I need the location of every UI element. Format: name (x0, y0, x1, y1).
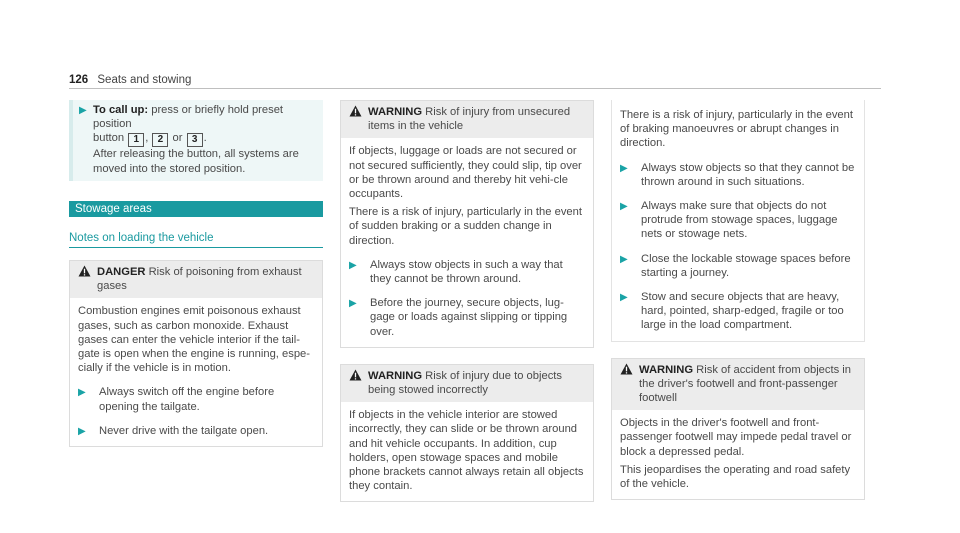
danger-header (70, 261, 322, 298)
danger-body (70, 298, 322, 446)
triangle-right-icon: ▶ (78, 387, 86, 399)
preset-key-3: 3 (187, 133, 203, 147)
warning-header-2 (341, 365, 593, 402)
warning-paragraph: If objects, luggage or loads are not secured or not secured sufficiently, they could slip, tip over or be thrown around and thereby hit vehi-cle occupants. (349, 145, 582, 201)
warning-triangle-icon (620, 363, 633, 375)
warning-title: Risk of injury from unsecured items in the vehicle (368, 106, 571, 133)
warning-title: Risk of injury due to objects being stowed incorrectly (368, 369, 562, 397)
intro-text: There is a risk of injury, particularly in the event of braking manoeuvres or abrupt changes in direction. (620, 109, 853, 150)
danger-box (69, 260, 323, 447)
triangle-right-icon: ▶ (349, 259, 357, 271)
page-number: 126 (69, 74, 89, 86)
triangle-right-icon: ▶ (78, 425, 86, 437)
list-item: ▶ Never drive with the tailgate open. (78, 424, 314, 438)
warning-box-2 (340, 364, 594, 503)
warning-triangle-icon (78, 265, 91, 277)
triangle-right-icon: ▶ (620, 292, 628, 304)
warning-paragraph: There is a risk of injury, particularly in the event of sudden braking or a sudden change in direction. (349, 206, 582, 247)
warning-label: WARNING (368, 106, 423, 118)
triangle-right-icon: ▶ (620, 162, 628, 174)
warning-paragraph: This jeopardises the operating and road safety of the vehicle. (620, 463, 851, 491)
column-3 (611, 100, 865, 500)
subheading: Notes on loading the vehicle (69, 231, 323, 248)
list-item: ▶ Always stow objects so that they cannot be thrown around in such situations. (620, 161, 855, 188)
warning-triangle-icon (349, 105, 362, 117)
page-title: Seats and stowing (97, 74, 192, 86)
call-up-label: To call up: (93, 104, 149, 116)
triangle-right-icon: ▶ (79, 105, 87, 116)
triangle-right-icon: ▶ (620, 201, 628, 213)
column-2 (340, 100, 594, 502)
warning-label: WARNING (639, 363, 694, 376)
triangle-right-icon: ▶ (620, 253, 628, 265)
warning-paragraph: Objects in the driver's footwell and front-passenger footwell may impede pedal travel or block a depressed pedal. (620, 417, 852, 458)
list-item: ▶ Close the lockable stowage spaces before starting a journey. (620, 252, 851, 279)
column-1 (69, 100, 323, 447)
list-item: ▶ Stow and secure objects that are heavy, hard, pointed, sharp-edged, fragile or too large in the load compartment. (620, 291, 844, 332)
warning-paragraph: If objects in the vehicle interior are stowed incorrectly, they can slide or be thrown around and hit vehicle occupants. In addition, cup holders, open stowage spaces and mobile phone brackets cannot always retain all objects they contain. (349, 409, 584, 493)
warning-box-3 (611, 358, 865, 501)
warning-box-1 (340, 100, 594, 348)
list-item: ▶ Always switch off the engine before opening the tailgate. (78, 386, 275, 413)
danger-label: DANGER (97, 266, 146, 279)
warning-header-3 (612, 359, 864, 411)
continued-warning-box (611, 100, 865, 342)
warning-label: WARNING (368, 369, 423, 382)
danger-text: Combustion engines emit poisonous exhaust gases, such as carbon monoxide. Exhaust gases can enter the vehicle interior if the tail-gate is open when the engine is running, espe-cially if the vehicle is in motion. (78, 305, 310, 375)
list-item: ▶ Always make sure that objects do not protrude from stowage spaces, luggage nets or stowage nets. (620, 200, 838, 241)
triangle-right-icon: ▶ (349, 298, 357, 310)
call-up-result: After releasing the button, all systems are moved into the stored position. (93, 148, 299, 175)
call-up-instruction (69, 100, 323, 181)
warning-body-2 (341, 402, 593, 501)
preset-key-1: 1 (128, 133, 144, 147)
danger-title: Risk of poisoning from exhaust gases (97, 266, 302, 293)
warning-header-1 (341, 101, 593, 138)
list-item: ▶ Before the journey, secure objects, lug-gage or loads against slipping or tipping over. (349, 297, 568, 338)
warning-triangle-icon (349, 369, 362, 381)
call-up-text: To call up: press or briefly hold preset position button 1 , 2 or 3 . After releasing the button, all systems are moved into the stored position. (93, 104, 299, 175)
preset-key-2: 2 (152, 133, 168, 147)
section-title: Stowage areas (69, 201, 323, 217)
warning-body-3 (612, 410, 864, 499)
warning-title: Risk of accident from objects in the driver's footwell and front-passenger footwell (639, 363, 852, 405)
list-item: ▶ Always stow objects in such a way that they cannot be thrown around. (349, 258, 563, 286)
warning-body-1 (341, 138, 593, 346)
page-header (69, 73, 191, 87)
header-divider (69, 88, 881, 89)
